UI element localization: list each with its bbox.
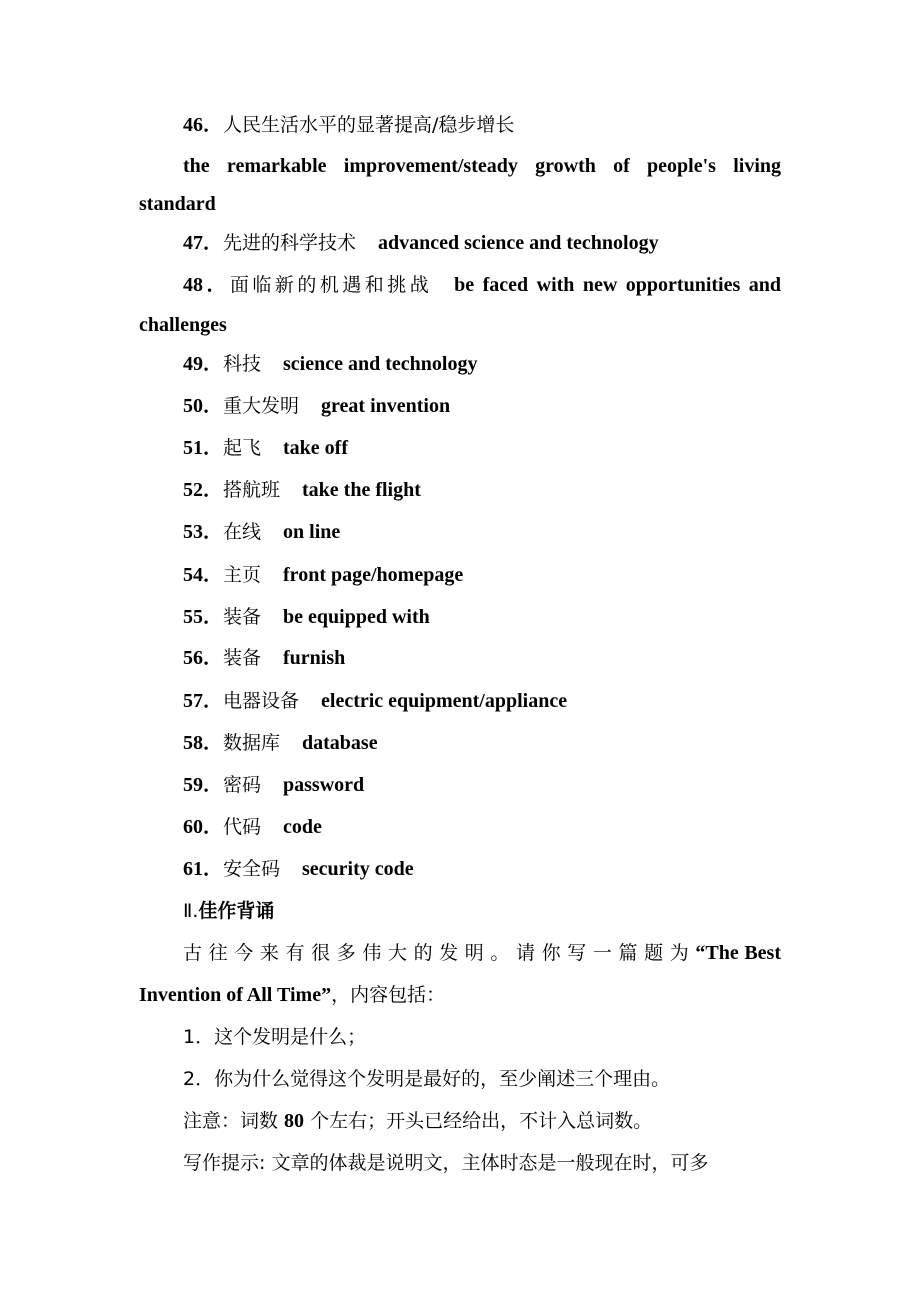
vocab-item-51: 51．起飞 take off bbox=[183, 437, 348, 459]
vocab-item-55: 55．装备 be equipped with bbox=[183, 606, 430, 628]
vocab-item-56: 56．装备 furnish bbox=[183, 647, 346, 669]
vocab-item-58: 58．数据库 database bbox=[183, 732, 378, 754]
vocab-item-52: 52．搭航班 take the flight bbox=[183, 479, 421, 501]
vocab-item-50: 50．重大发明 great invention bbox=[183, 395, 451, 417]
vocab-item-47: 47．先进的科学技术 advanced science and technology bbox=[183, 232, 659, 254]
prompt-note: 注意：词数 80 个左右；开头已经给出，不计入总词数。 bbox=[183, 1110, 653, 1132]
vocab-item-48: 48．面临新的机遇和挑战 be faced with new opportunities and bbox=[183, 274, 781, 296]
prompt-point-2: 2．你为什么觉得这个发明是最好的，至少阐述三个理由。 bbox=[183, 1068, 671, 1090]
vocab-item-49: 49．科技 science and technology bbox=[183, 353, 478, 375]
vocab-item-46-english-cont: standard bbox=[139, 193, 216, 215]
vocab-item-46-english: the remarkable improvement/steady growth of people's living bbox=[183, 155, 781, 177]
vocab-item-46: 46．人民生活水平的显著提高/稳步增长 bbox=[183, 114, 515, 136]
vocab-item-57: 57．电器设备 electric equipment/appliance bbox=[183, 690, 568, 712]
prompt-line-1: 古往今来有很多伟大的发明。请你写一篇题为“The Best bbox=[183, 942, 781, 964]
prompt-line-2: Invention of All Time”，内容包括： bbox=[139, 984, 446, 1006]
section-heading: Ⅱ.佳作背诵 bbox=[183, 900, 275, 922]
vocab-item-60: 60．代码 code bbox=[183, 816, 322, 838]
vocab-item-53: 53．在线 on line bbox=[183, 521, 341, 543]
vocab-item-61: 61．安全码 security code bbox=[183, 858, 414, 880]
vocab-item-48-cont: challenges bbox=[139, 314, 227, 336]
prompt-hint: 写作提示: 文章的体裁是说明文，主体时态是一般现在时，可多 bbox=[183, 1152, 709, 1174]
vocab-item-54: 54．主页 front page/homepage bbox=[183, 564, 464, 586]
prompt-point-1: 1．这个发明是什么； bbox=[183, 1026, 367, 1048]
vocab-item-59: 59．密码 password bbox=[183, 774, 365, 796]
